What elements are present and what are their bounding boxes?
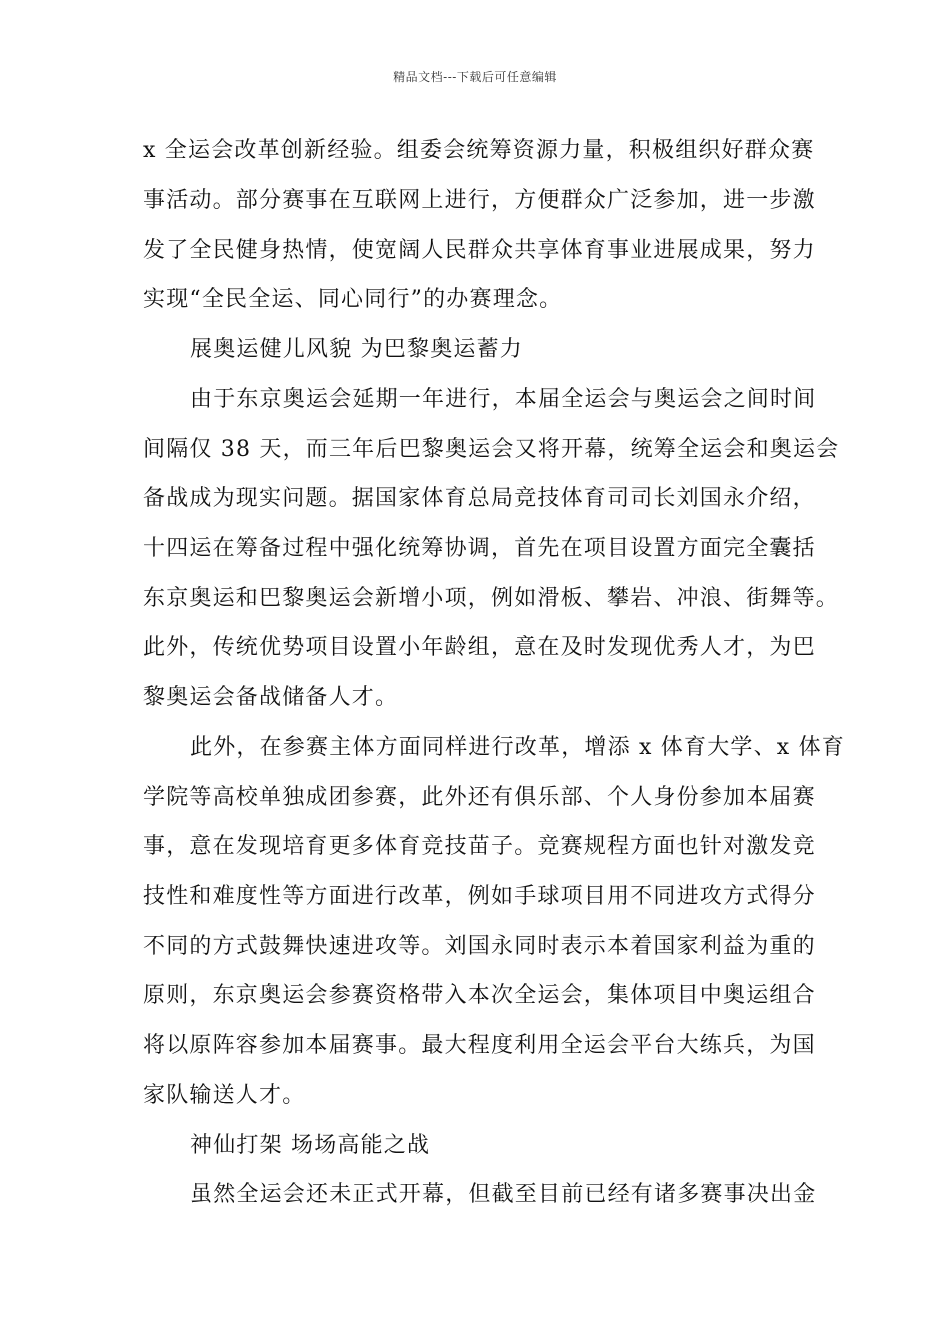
paragraph-line: 黎奥运会备战储备人才。 [143,685,399,710]
paragraph-line: 技性和难度性等方面进行改革，例如手球项目用不同进攻方式得分 [143,884,816,909]
paragraph-line: 此外，传统优势项目设置小年龄组，意在及时发现优秀人才，为巴 [143,635,816,660]
paragraph-line: 家队输送人才。 [143,1083,306,1108]
paragraph-line: 不同的方式鼓舞快速进攻等。刘国永同时表示本着国家利益为重的 [143,934,816,959]
paragraph-line: 发了全民健身热情，使宽阔人民群众共享体育事业进展成果，努力 [143,238,816,263]
paragraph-line: 实现“全民全运、同心同行”的办赛理念。 [143,287,563,312]
paragraph-line: 东京奥运和巴黎奥运会新增小项，例如滑板、攀岩、冲浪、街舞等。 [143,586,840,611]
section-heading: 展奥运健儿风貌 为巴黎奥运蓄力 [190,337,523,362]
paragraph-line: 间隔仅 38 天，而三年后巴黎奥运会又将开幕，统筹全运会和奥运会 [143,437,840,462]
page-header: 精品文档---下载后可任意编辑 [393,70,557,84]
paragraph-line: 十四运在筹备过程中强化统筹协调，首先在项目设置方面完全囊括 [143,536,816,561]
paragraph-line: 将以原阵容参加本届赛事。最大程度利用全运会平台大练兵，为国 [143,1033,816,1058]
paragraph-line: 虽然全运会还未正式开幕，但截至目前已经有诸多赛事决出金 [190,1182,817,1207]
paragraph-line: 学院等高校单独成团参赛，此外还有俱乐部、个人身份参加本届赛 [143,785,816,810]
paragraph-line: 备战成为现实问题。据国家体育总局竞技体育司司长刘国永介绍， [143,486,816,511]
paragraph-line: 原则，东京奥运会参赛资格带入本次全运会，集体项目中奥运组合 [143,983,816,1008]
section-heading: 神仙打架 场场高能之战 [190,1133,431,1158]
paragraph-line: 由于东京奥运会延期一年进行，本届全运会与奥运会之间时间 [190,387,817,412]
paragraph-line: 此外，在参赛主体方面同样进行改革，增添 x 体育大学、x 体育 [190,735,845,760]
paragraph-line: 事活动。部分赛事在互联网上进行，方便群众广泛参加，进一步激 [143,188,816,213]
paragraph-line: 事，意在发现培育更多体育竞技苗子。竞赛规程方面也针对激发竞 [143,834,816,859]
paragraph-line: x 全运会改革创新经验。组委会统筹资源力量，积极组织好群众赛 [143,138,815,163]
